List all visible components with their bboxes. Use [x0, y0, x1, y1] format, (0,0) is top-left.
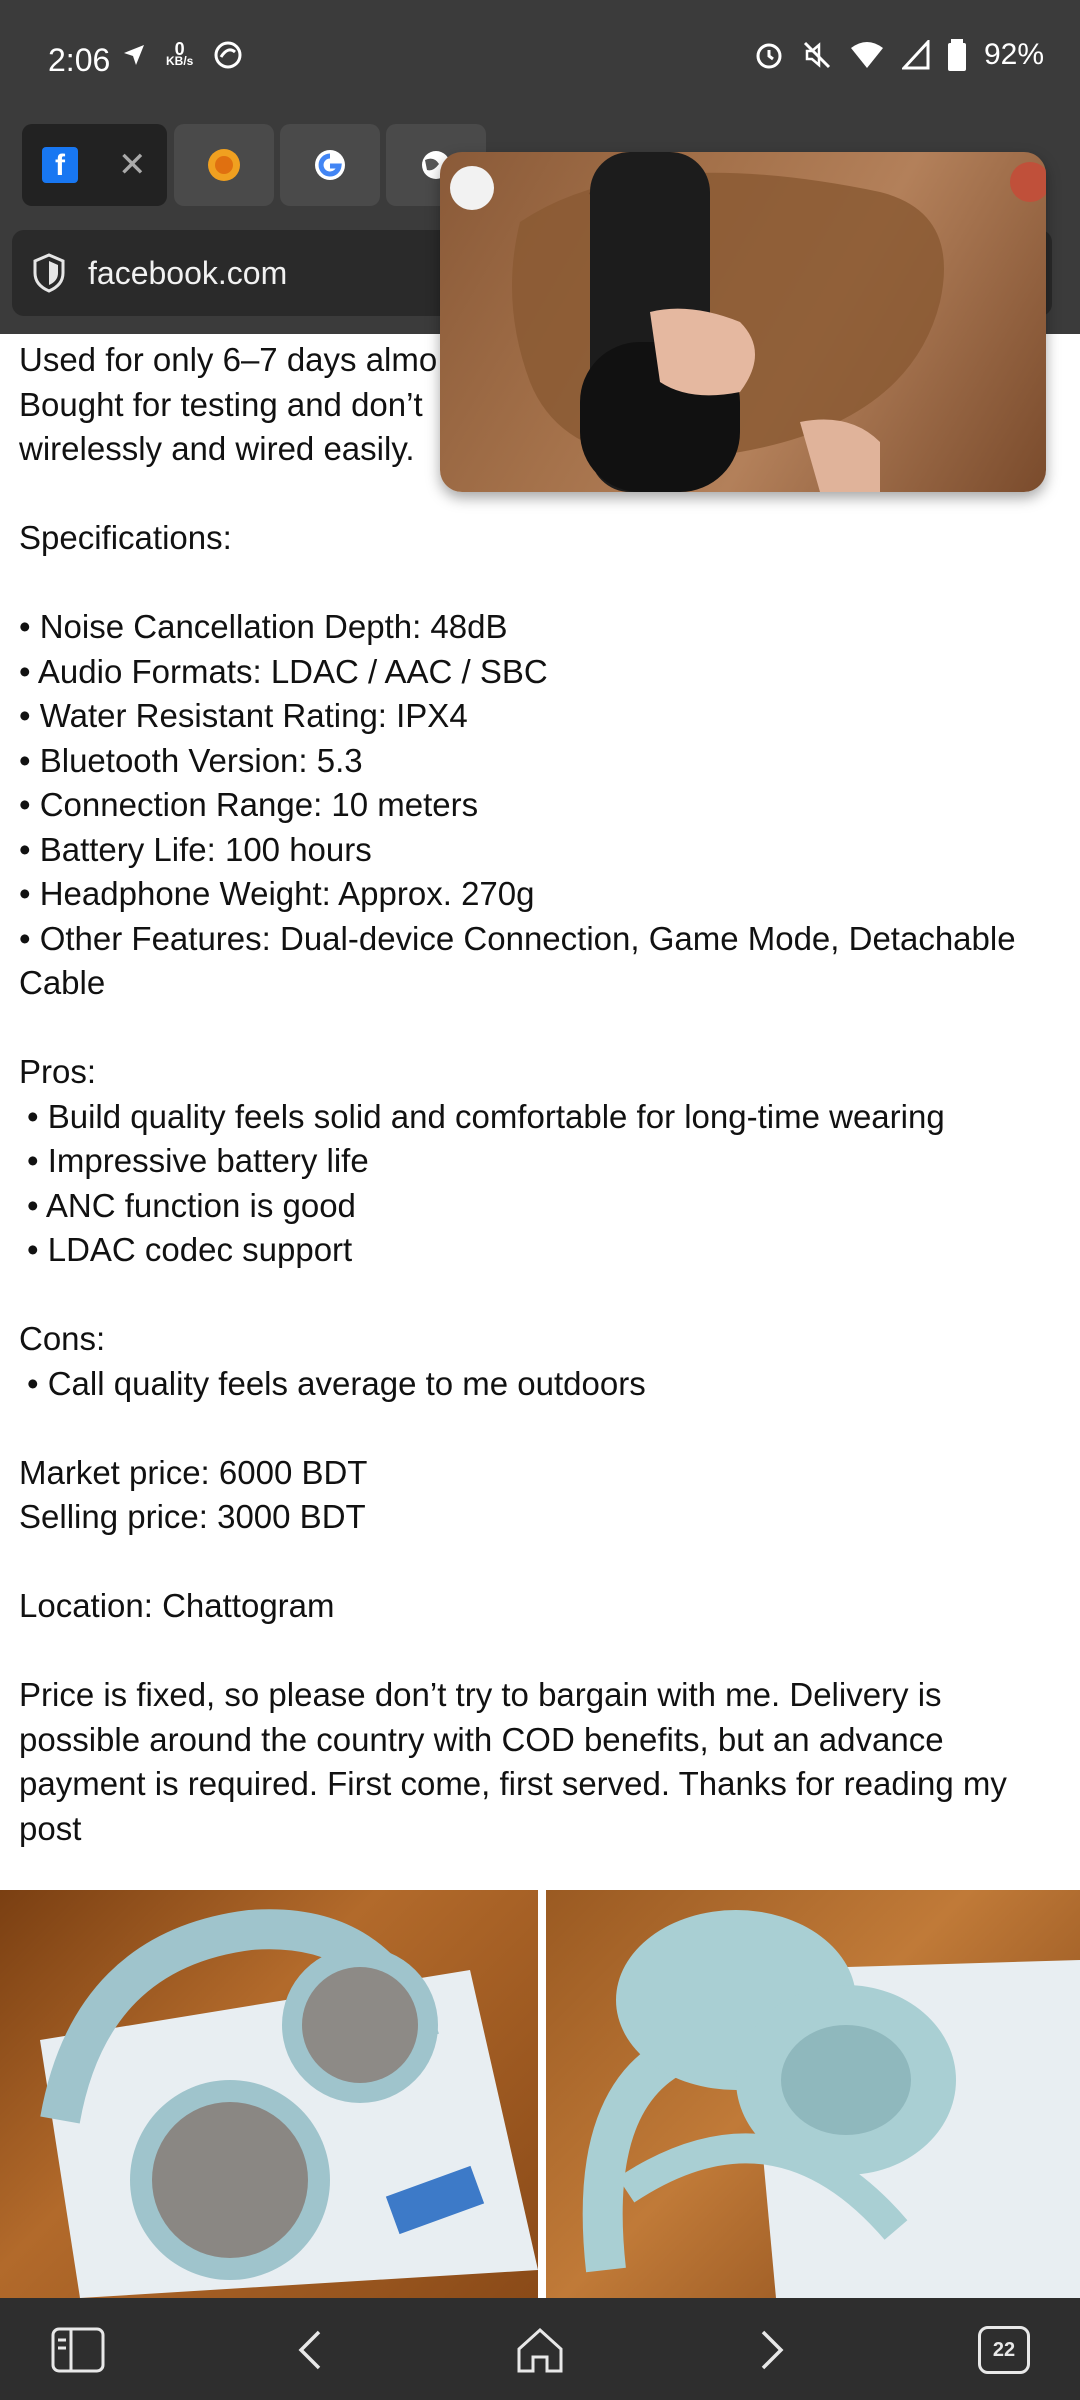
google-icon — [312, 147, 348, 183]
sidebar-icon — [51, 2327, 105, 2373]
tabs-button[interactable] — [976, 2322, 1032, 2378]
data-rate-indicator — [166, 39, 194, 68]
location: Location: Chattogram — [19, 1587, 335, 1624]
specifications-heading: Specifications: — [19, 519, 232, 556]
status-bar — [0, 0, 1080, 118]
cat-sticker-icon — [450, 166, 494, 210]
signal-icon — [902, 40, 930, 70]
market-price: Market price: 6000 BDT — [19, 1453, 368, 1491]
home-icon — [515, 2327, 565, 2373]
forward-button[interactable] — [744, 2322, 800, 2378]
wifi-icon — [850, 40, 884, 70]
closing-paragraph: Price is fixed, so please don’t try to bargain with me. Delivery is possible around the country with COD benefits, but an advance payment is required. First come, first served. Thanks for reading my post — [19, 1676, 1007, 1847]
status-time: 2:06 — [48, 42, 111, 78]
tab-tapcoin[interactable] — [174, 124, 274, 206]
spec-item: • Other Features: Dual-device Connection, Game Mode, Detachable Cable — [19, 919, 1016, 1001]
app-notification-icon — [213, 40, 243, 70]
tab-count: 22 — [978, 2326, 1030, 2374]
intro-line: wirelessly and wired easily. — [19, 430, 415, 467]
tapcoin-icon — [204, 145, 244, 185]
pro-item: • Build quality feels solid and comfortable for long-time wearing — [27, 1097, 945, 1135]
shield-icon — [32, 253, 66, 293]
post-text — [19, 338, 1064, 1851]
data-rate-unit: KB/s — [166, 54, 194, 68]
con-item: • Call quality feels average to me outdoors — [27, 1364, 646, 1402]
tab-google[interactable] — [280, 124, 380, 206]
navigation-arrow-icon — [122, 43, 146, 67]
back-button[interactable] — [282, 2322, 338, 2378]
bottom-navigation-bar — [0, 2298, 1080, 2400]
floating-video-player[interactable] — [440, 152, 1046, 492]
tab-facebook[interactable] — [22, 124, 167, 206]
battery-percent: 92% — [983, 38, 1044, 71]
url-text: facebook.com — [88, 254, 288, 291]
close-tab-icon[interactable]: ✕ — [118, 146, 147, 184]
selling-price: Selling price: 3000 BDT — [19, 1498, 366, 1535]
intro-line: Used for only 6–7 days almo — [19, 341, 438, 378]
intro-line: Bought for testing and don’t — [19, 385, 423, 423]
spec-item: • Bluetooth Version: 5.3 — [19, 741, 363, 779]
battery-icon — [948, 39, 966, 71]
data-rate-value: 0 — [174, 39, 185, 59]
spec-item: • Water Resistant Rating: IPX4 — [19, 697, 468, 734]
pro-item: • LDAC codec support — [27, 1231, 353, 1268]
headphones-photo-1[interactable] — [0, 1890, 538, 2298]
back-icon — [295, 2328, 325, 2372]
spec-item: • Headphone Weight: Approx. 270g — [19, 875, 535, 912]
headphones-photo-2[interactable] — [546, 1890, 1080, 2298]
pro-item: • Impressive battery life — [27, 1142, 369, 1179]
spec-item: • Battery Life: 100 hours — [19, 830, 372, 868]
spec-item: • Connection Range: 10 meters — [19, 786, 479, 823]
mute-icon — [802, 40, 832, 70]
cons-heading: Cons: — [19, 1320, 106, 1357]
facebook-icon: f — [42, 147, 78, 183]
alarm-icon — [754, 40, 784, 70]
spec-item: • Noise Cancellation Depth: 48dB — [19, 608, 508, 645]
pros-heading: Pros: — [19, 1053, 97, 1090]
home-button[interactable] — [512, 2322, 568, 2378]
sidebar-button[interactable] — [50, 2322, 106, 2378]
spec-item: • Audio Formats: LDAC / AAC / SBC — [19, 652, 548, 690]
video-frame — [440, 152, 1046, 492]
forward-icon — [757, 2328, 787, 2372]
post-photos — [0, 1890, 1080, 2298]
pro-item: • ANC function is good — [27, 1186, 356, 1224]
